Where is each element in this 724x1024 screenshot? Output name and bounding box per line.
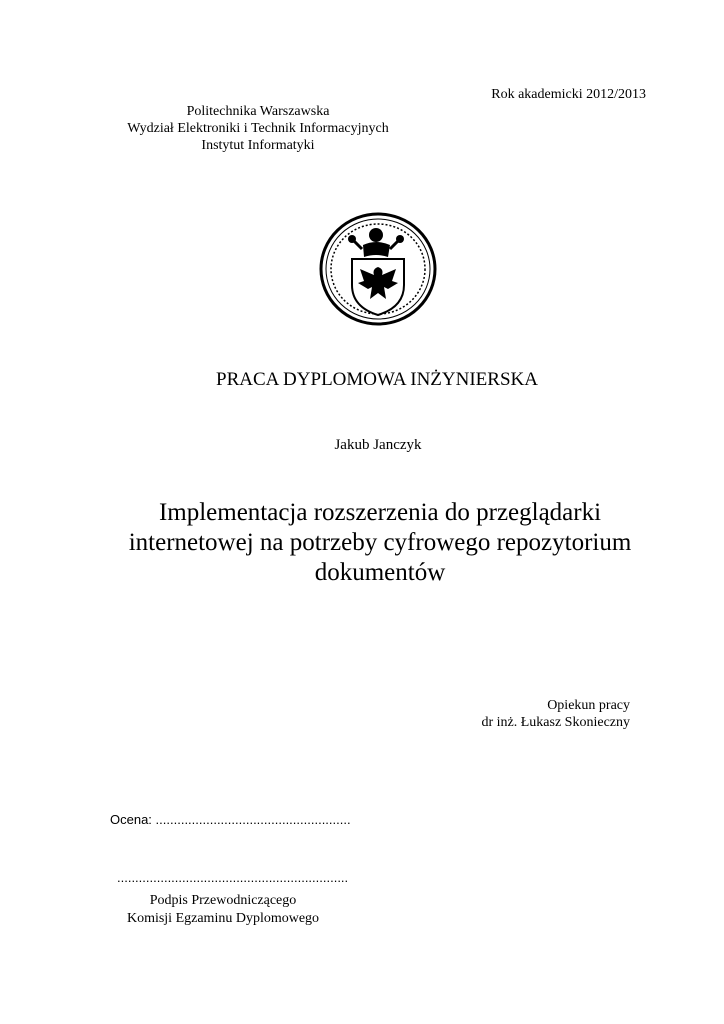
signature-line2: Komisji Egzaminu Dyplomowego xyxy=(126,911,320,926)
institute-name: Instytut Informatyki xyxy=(201,138,315,153)
supervisor-block xyxy=(420,697,630,731)
grade-dots: ...................................................... xyxy=(155,812,351,827)
grade-label: Ocena: xyxy=(110,812,152,827)
thesis-title: Implementacja rozszerzenia do przeglądarki internetowej na potrzeby cyfrowego repozytorium dokumentów xyxy=(128,499,632,586)
university-seal-icon xyxy=(318,211,438,327)
signature-line1: Podpis Przewodniczącego xyxy=(149,893,297,908)
author-name: Jakub Janczyk xyxy=(334,437,422,453)
university-name: Politechnika Warszawska xyxy=(186,104,330,119)
faculty-name: Wydział Elektroniki i Technik Informacyjnych xyxy=(127,121,389,136)
grade-field xyxy=(110,812,351,827)
thesis-type: PRACA DYPLOMOWA INŻYNIERSKA xyxy=(216,369,538,390)
university-block xyxy=(88,103,428,154)
academic-year: Rok akademicki 2012/2013 xyxy=(491,87,646,102)
signature-caption xyxy=(110,892,336,928)
signature-line: ................................................................ xyxy=(117,870,349,885)
supervisor-name: dr inż. Łukasz Skonieczny xyxy=(481,715,630,730)
supervisor-label: Opiekun pracy xyxy=(547,698,630,713)
